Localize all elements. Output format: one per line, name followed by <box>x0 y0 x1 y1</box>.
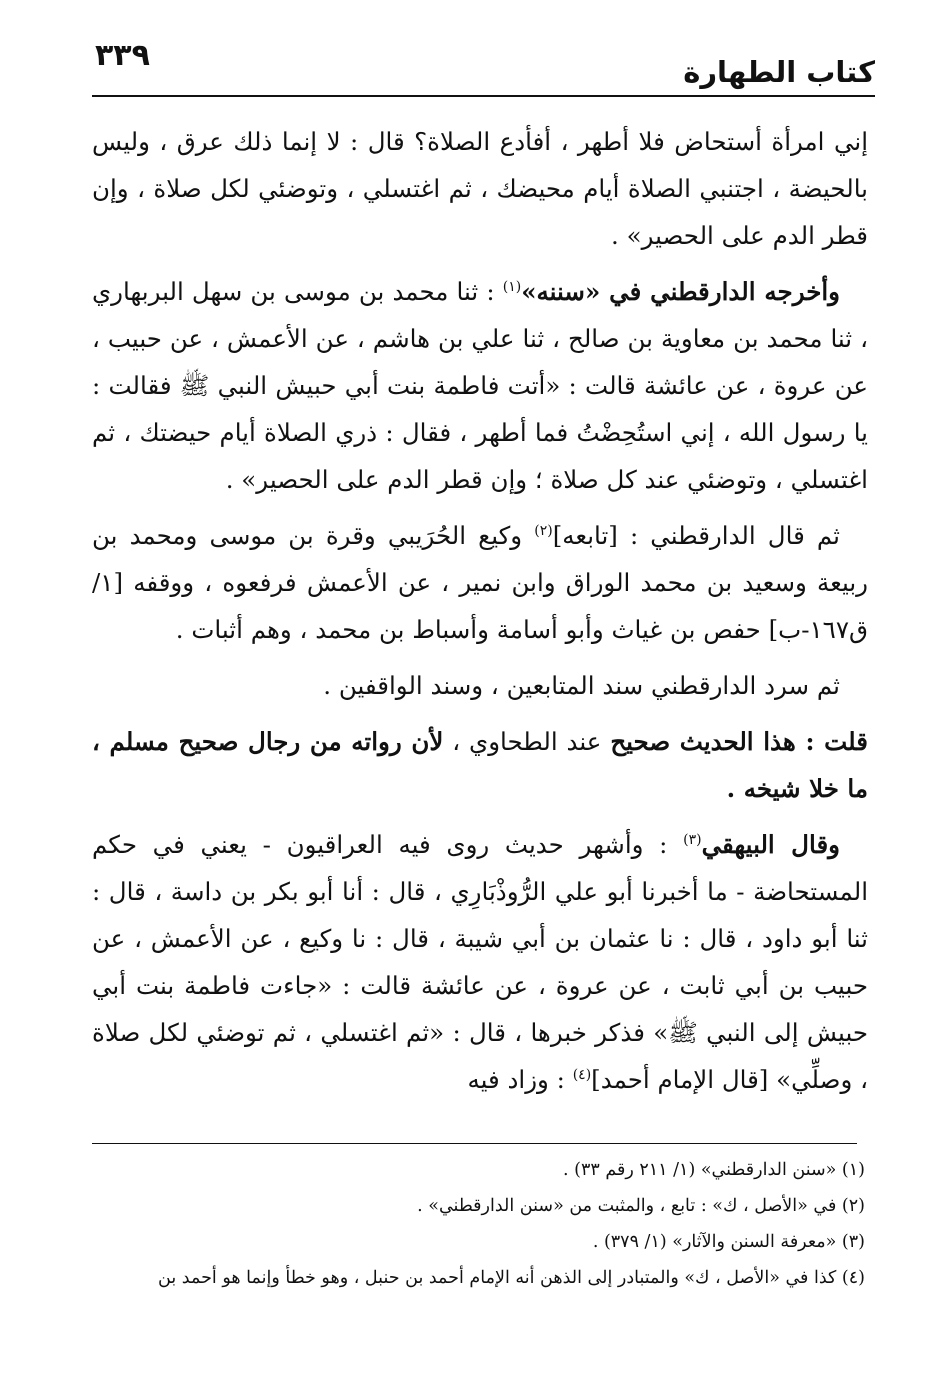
paragraph-5-lead: قلت : هذا الحديث صحيح <box>610 727 869 756</box>
paragraph-6-lead: وقال البيهقي <box>701 830 840 859</box>
footnote-4: (٤) كذا في «الأصل ، ك» والمتبادر إلى الذهن أنه الإمام أحمد بن حنبل ، وهو خطأ وإنما هو أحمد بن <box>158 1268 865 1288</box>
paragraph-6-text-before: : وأشهر حديث روى فيه العراقيون - يعني في حكم المستحاضة - ما أخبرنا أبو علي الرُّوذْبَارِي ، قال : أنا أبو بكر بن داسة ، قال : ثنا أبو داود ، قال : نا عثمان بن أبي شيبة ، قال : نا وكيع ، عن الأعمش ، عن حبيب بن أبي ثابت ، عن عروة ، عن عائشة قالت : «جاءت فاطمة بنت أبي حبيش إلى النبي ﷺ» فذكر خبرها ، قال : «ثم اغتسلي ، ثم توضئي لكل صلاة ، وصلِّي» [قال الإمام أحمد] <box>92 830 868 1094</box>
footnotes <box>92 1152 865 1296</box>
paragraph-3-text-before: ثم قال الدارقطني : [تابعه] <box>552 521 841 550</box>
footnote-1: (١) «سنن الدارقطني» (١/ ٢١١ رقم ٣٣) . <box>563 1160 865 1180</box>
paragraph-2-lead: وأخرجه الدارقطني في «سننه» <box>521 277 840 306</box>
paragraph-3 <box>92 512 868 653</box>
chapter-title: كتاب الطهارة <box>683 55 875 89</box>
paragraph-3-text-after: وكيع الحُرَيبي وقرة بن موسى ومحمد بن ربيعة وسعيد بن محمد الوراق وابن نمير ، عن الأعمش فرفعوه ، ووقفه [١/ ق١٦٧-ب] حفص بن غياث وأبو أسامة وأسباط بن محمد ، وهم أثبات . <box>92 521 868 644</box>
paragraph-4-text: ثم سرد الدارقطني سند المتابعين ، وسند الواقفين . <box>323 671 840 700</box>
paragraph-2-text: : ثنا محمد بن موسى بن سهل البربهاري ، ثنا محمد بن معاوية بن صالح ، ثنا علي بن هاشم ، عن الأعمش ، عن حبيب ، عن عروة ، عن عائشة قالت : «أتت فاطمة بنت أبي حبيش النبي ﷺ فقالت : يا رسول الله ، إني استُحِضْتُ فما أطهر ، فقال : ذري الصلاة أيام حيضتك ، ثم اغتسلي ، وتوضئي عند كل صلاة ؛ وإن قطر الدم على الحصير» . <box>92 277 868 494</box>
page-number: ٣٣٩ <box>95 38 150 73</box>
footnote-3: (٣) «معرفة السنن والآثار» (١/ ٣٧٩) . <box>592 1232 865 1252</box>
paragraph-5 <box>92 718 868 812</box>
footnote-ref-4: (٤) <box>572 1066 592 1083</box>
paragraph-1 <box>92 118 868 259</box>
header-rule <box>92 95 875 97</box>
paragraph-2 <box>92 268 868 503</box>
footnote-rule <box>92 1143 857 1144</box>
paragraph-6 <box>92 821 868 1103</box>
paragraph-5-mid: عند الطحاوي ، <box>443 727 611 756</box>
main-text <box>92 118 868 1112</box>
footnote-2: (٢) في «الأصل ، ك» : تابع ، والمثبت من «سنن الدارقطني» . <box>417 1196 865 1216</box>
paragraph-1-text: إني امرأة أستحاض فلا أطهر ، أفأدع الصلاة؟ قال : لا إنما ذلك عرق ، وليس بالحيضة ، اجتنبي الصلاة أيام محيضك ، ثم اغتسلي ، وتوضئي لكل صلاة ، وإن قطر الدم على الحصير» . <box>92 127 868 250</box>
footnote-ref-1: (١) <box>502 278 522 295</box>
footnote-ref-2: (٢) <box>534 522 553 539</box>
paragraph-4 <box>92 662 868 709</box>
paragraph-5-tail: لأن رواته من رجال صحيح مسلم ، ما خلا شيخه . <box>92 727 868 803</box>
paragraph-6-text-after: : وزاد فيه <box>467 1065 573 1094</box>
footnote-ref-3: (٣) <box>683 831 702 848</box>
